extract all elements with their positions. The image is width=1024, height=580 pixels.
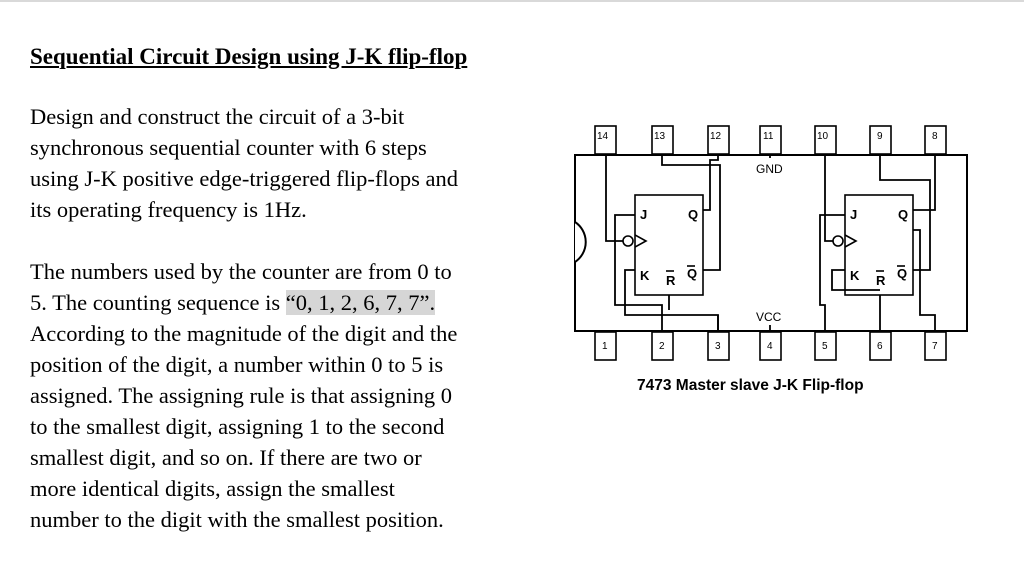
pin-number: 4 [767,341,773,352]
ff2-j-label: J [850,207,858,222]
paragraph-line: synchronous sequential counter with 6 steps [30,135,427,160]
pin-number: 7 [932,341,938,352]
paragraph-line [30,287,530,318]
ic-notch [575,222,586,262]
pin-number: 3 [715,341,721,352]
ff2-clock-triangle [845,235,856,247]
ff2-clock-bubble [833,236,843,246]
paragraph-intro [30,101,530,225]
highlighted-sequence: “0, 1, 2, 6, 7, 7”. [285,290,436,315]
ff2-q-label: Q [898,207,909,222]
pin-number: 14 [597,131,609,142]
paragraph-line: position of the digit, a number within 0 to 5 is [30,352,444,377]
ff1-k-label: K [640,268,650,283]
paragraph-line: number to the digit with the smallest position. [30,507,444,532]
pin-number: 1 [602,341,608,352]
pin-number: 5 [822,341,828,352]
pin-number: 12 [710,131,722,142]
paragraph-line: its operating frequency is 1Hz. [30,197,307,222]
pin-number: 10 [817,131,829,142]
ic-wiring [606,154,935,332]
top-divider [0,0,1024,2]
gnd-label: GND [756,162,783,176]
paragraph-line: more identical digits, assign the smallest [30,476,395,501]
ff1-clock-bubble [623,236,633,246]
ff1-qbar-label: Q [687,266,698,281]
ic-schematic [570,120,970,365]
pin-number: 11 [763,131,774,142]
sequence-intro-text: 5. The counting sequence is [30,290,286,315]
paragraph-line: to the smallest digit, assigning 1 to the second [30,414,445,439]
ff2-k-label: K [850,268,860,283]
ff1-q-label: Q [688,207,699,222]
pin-number: 13 [654,131,666,142]
ff2-qbar-label: Q [897,266,908,281]
ff1-j-label: J [640,207,648,222]
pin-number: 2 [659,341,665,352]
page-title: Sequential Circuit Design using J-K flip-flop [30,44,468,69]
paragraph-rules [30,256,530,535]
ic-7473-diagram [570,120,970,365]
diagram-caption: 7473 Master slave J-K Flip-flop [637,377,864,394]
vcc-label: VCC [756,310,782,324]
pin-number: 8 [932,131,938,142]
ff2-reset-label: R [876,273,886,288]
ff1-reset-label: R [666,273,676,288]
pin-number: 9 [877,131,883,142]
paragraph-line: The numbers used by the counter are from 0 to [30,259,452,284]
paragraph-line: assigned. The assigning rule is that assigning 0 [30,383,453,408]
ff1-clock-triangle [635,235,646,247]
paragraph-line: using J-K positive edge-triggered flip-flops and [30,166,459,191]
paragraph-line: Design and construct the circuit of a 3-bit [30,104,405,129]
paragraph-line: smallest digit, and so on. If there are two or [30,445,422,470]
paragraph-line: According to the magnitude of the digit and the [30,321,458,346]
pin-number: 6 [877,341,883,352]
